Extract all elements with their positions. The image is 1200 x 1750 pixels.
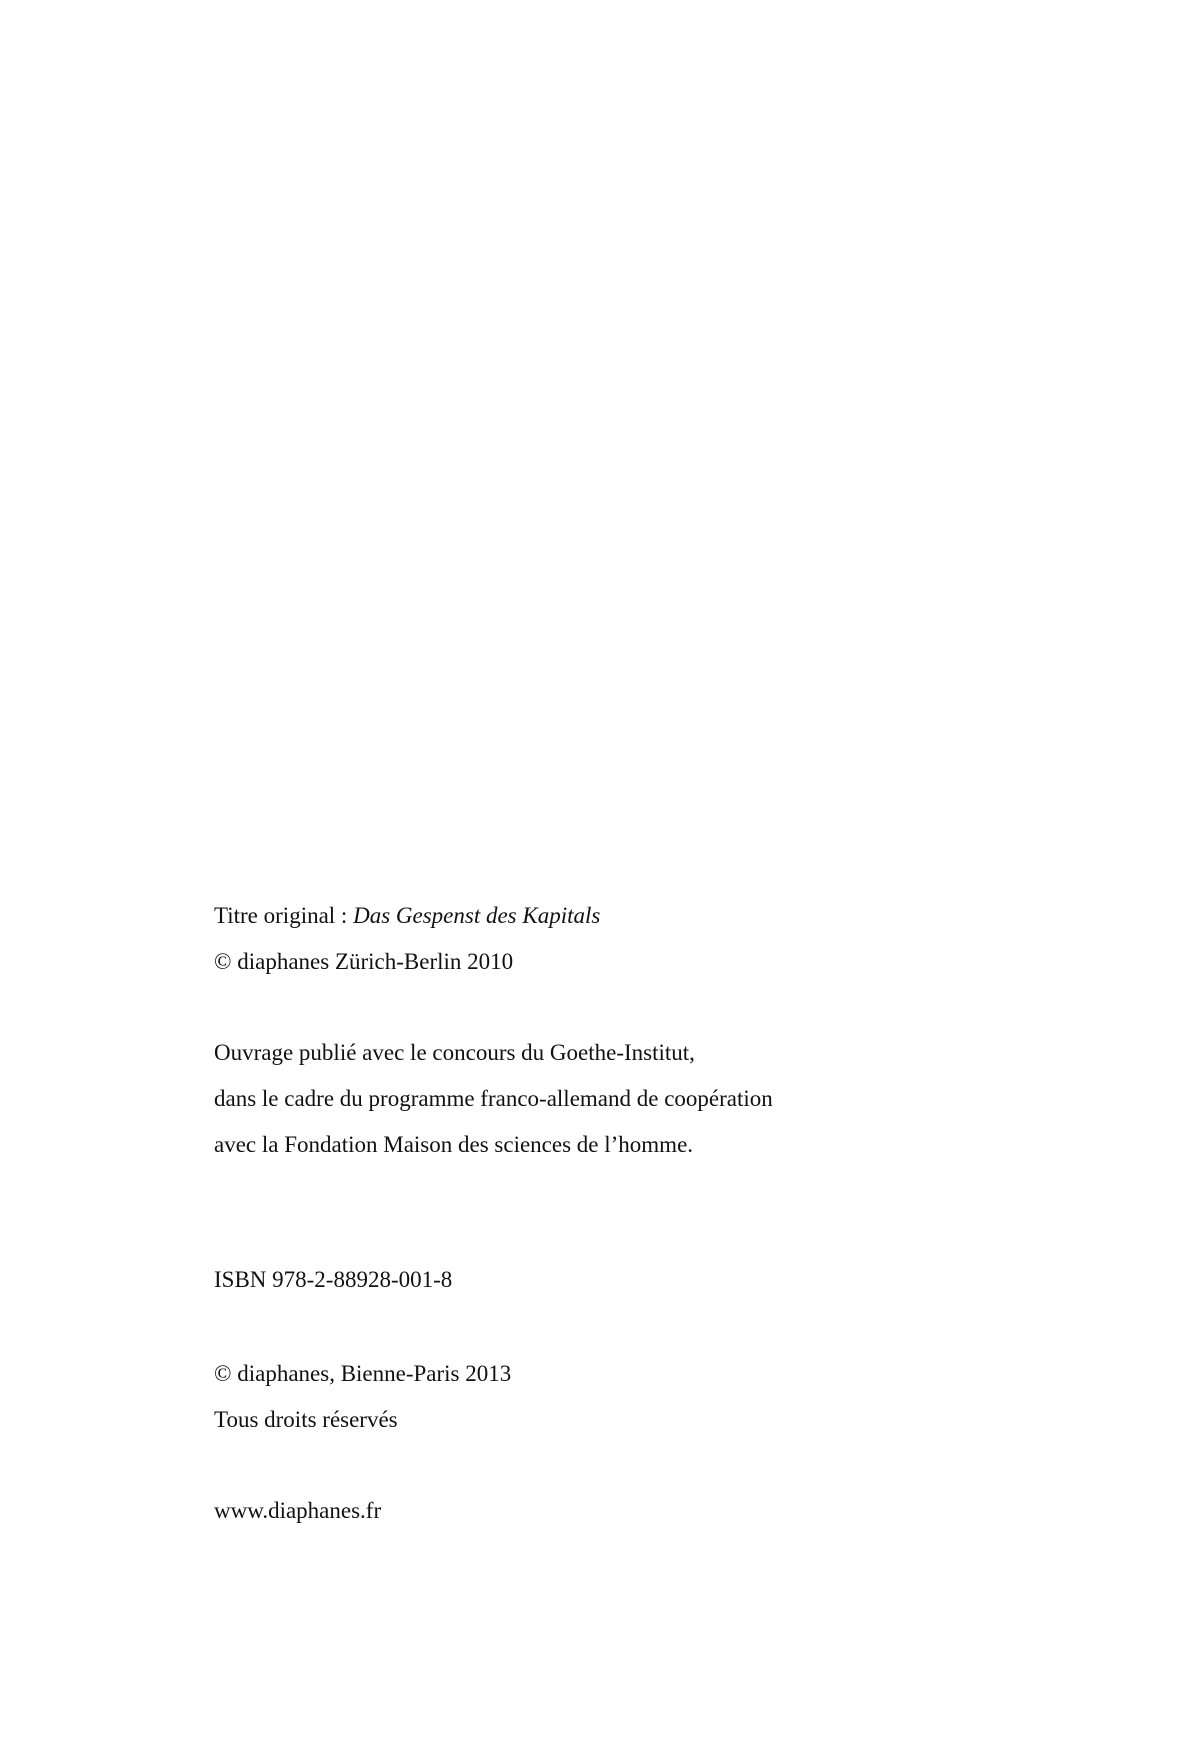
notice-line: avec la Fondation Maison des sciences de l’homme. [214, 1132, 694, 1157]
isbn: ISBN 978-2-88928-001-8 [214, 1267, 453, 1292]
edition-copyright-block [214, 1351, 1014, 1443]
publication-notice [214, 1030, 1014, 1168]
original-title: Das Gespenst des Kapitals [353, 903, 601, 928]
notice-line: Ouvrage publié avec le concours du Goethe-Institut, [214, 1040, 695, 1065]
rights-reserved: Tous droits réservés [214, 1407, 398, 1432]
original-title-block [214, 893, 1014, 985]
original-title-prefix: Titre original : [214, 903, 354, 928]
isbn-block [214, 1257, 1014, 1303]
website-block [214, 1488, 1014, 1534]
original-title-line [214, 893, 1014, 939]
edition-copyright: © diaphanes, Bienne-Paris 2013 [214, 1361, 512, 1386]
website: www.diaphanes.fr [214, 1498, 382, 1523]
notice-line: dans le cadre du programme franco-allemand de coopération [214, 1086, 773, 1111]
original-copyright: © diaphanes Zürich-Berlin 2010 [214, 949, 514, 974]
